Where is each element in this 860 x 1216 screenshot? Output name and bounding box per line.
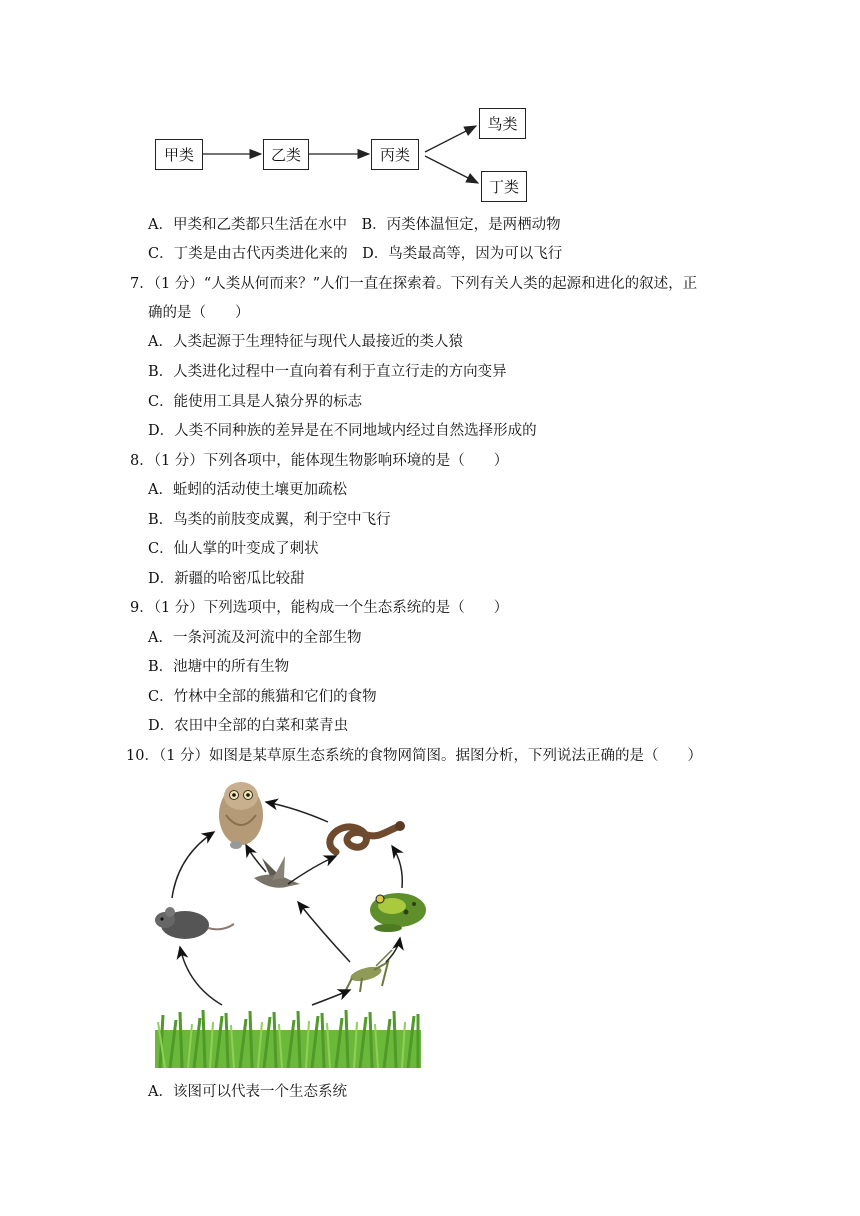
q9-stem: 9．（1 分）下列选项中，能构成一个生态系统的是（ ） <box>130 600 509 616</box>
box-yi: 乙类 <box>263 139 309 170</box>
q9-option-b: B．池塘中的所有生物 <box>148 659 290 675</box>
q9-option-d: D．农田中全部的白菜和菜青虫 <box>148 718 349 734</box>
frog-icon <box>370 893 426 932</box>
q9-option-a: A．一条河流及河流中的全部生物 <box>148 630 362 646</box>
q8-option-d: D．新疆的哈密瓜比较甜 <box>148 571 305 587</box>
box-ding: 丁类 <box>481 171 527 202</box>
q8-option-c: C．仙人掌的叶变成了刺状 <box>148 541 319 557</box>
arrow-frog-snake <box>392 846 402 888</box>
q7-option-c: C．能使用工具是人猿分界的标志 <box>148 394 363 410</box>
q7-option-d: D．人类不同种族的差异是在不同地域内经过自然选择形成的 <box>148 423 537 439</box>
q6-options-cd: C．丁类是由古代丙类进化来的 D．鸟类最高等，因为可以飞行 <box>148 246 563 262</box>
q8-option-a: A．蚯蚓的活动使土壤更加疏松 <box>148 482 347 498</box>
arrow-grasshopper-frog <box>386 938 400 962</box>
grasshopper-icon <box>346 950 392 992</box>
arrow-grass-grasshopper <box>312 990 350 1005</box>
arrow-mouse-owl <box>172 832 214 898</box>
q8-option-b: B．鸟类的前肢变成翼，利于空中飞行 <box>148 512 391 528</box>
q7-option-b: B．人类进化过程中一直向着有利于直立行走的方向变异 <box>148 364 507 380</box>
q7-option-a: A．人类起源于生理特征与现代人最接近的类人猿 <box>148 334 463 350</box>
q8-stem: 8．（1 分）下列各项中，能体现生物影响环境的是（ ） <box>130 453 509 469</box>
arrow-bird-snake <box>288 856 336 884</box>
q6-options-ab: A．甲类和乙类都只生活在水中 B．丙类体温恒定，是两栖动物 <box>148 217 561 233</box>
q7-stem: 7．（1 分）“人类从何而来？”人们一直在探索着。下列有关人类的起源和进化的叙述，正 <box>130 276 698 292</box>
grass-icon <box>155 1010 421 1068</box>
owl-icon <box>219 782 263 849</box>
q9-option-c: C．竹林中全部的熊猫和它们的食物 <box>148 689 377 705</box>
q7-stem-cont: 确的是（ ） <box>148 305 250 321</box>
arrow-grass-mouse <box>180 947 222 1005</box>
arrow-snake-owl <box>266 802 328 822</box>
q10-stem: 10．（1 分）如图是某草原生态系统的食物网简图。据图分析，下列说法正确的是（ ） <box>126 748 703 764</box>
arrow-grasshopper-bird <box>298 902 350 962</box>
q10-option-a: A．该图可以代表一个生态系统 <box>148 1084 347 1100</box>
arrow-bird-owl <box>246 845 266 872</box>
box-jia: 甲类 <box>155 139 203 170</box>
mouse-icon <box>155 907 234 939</box>
box-bing: 丙类 <box>371 139 419 170</box>
box-niao: 鸟类 <box>479 108 526 139</box>
bird-icon <box>254 856 300 888</box>
